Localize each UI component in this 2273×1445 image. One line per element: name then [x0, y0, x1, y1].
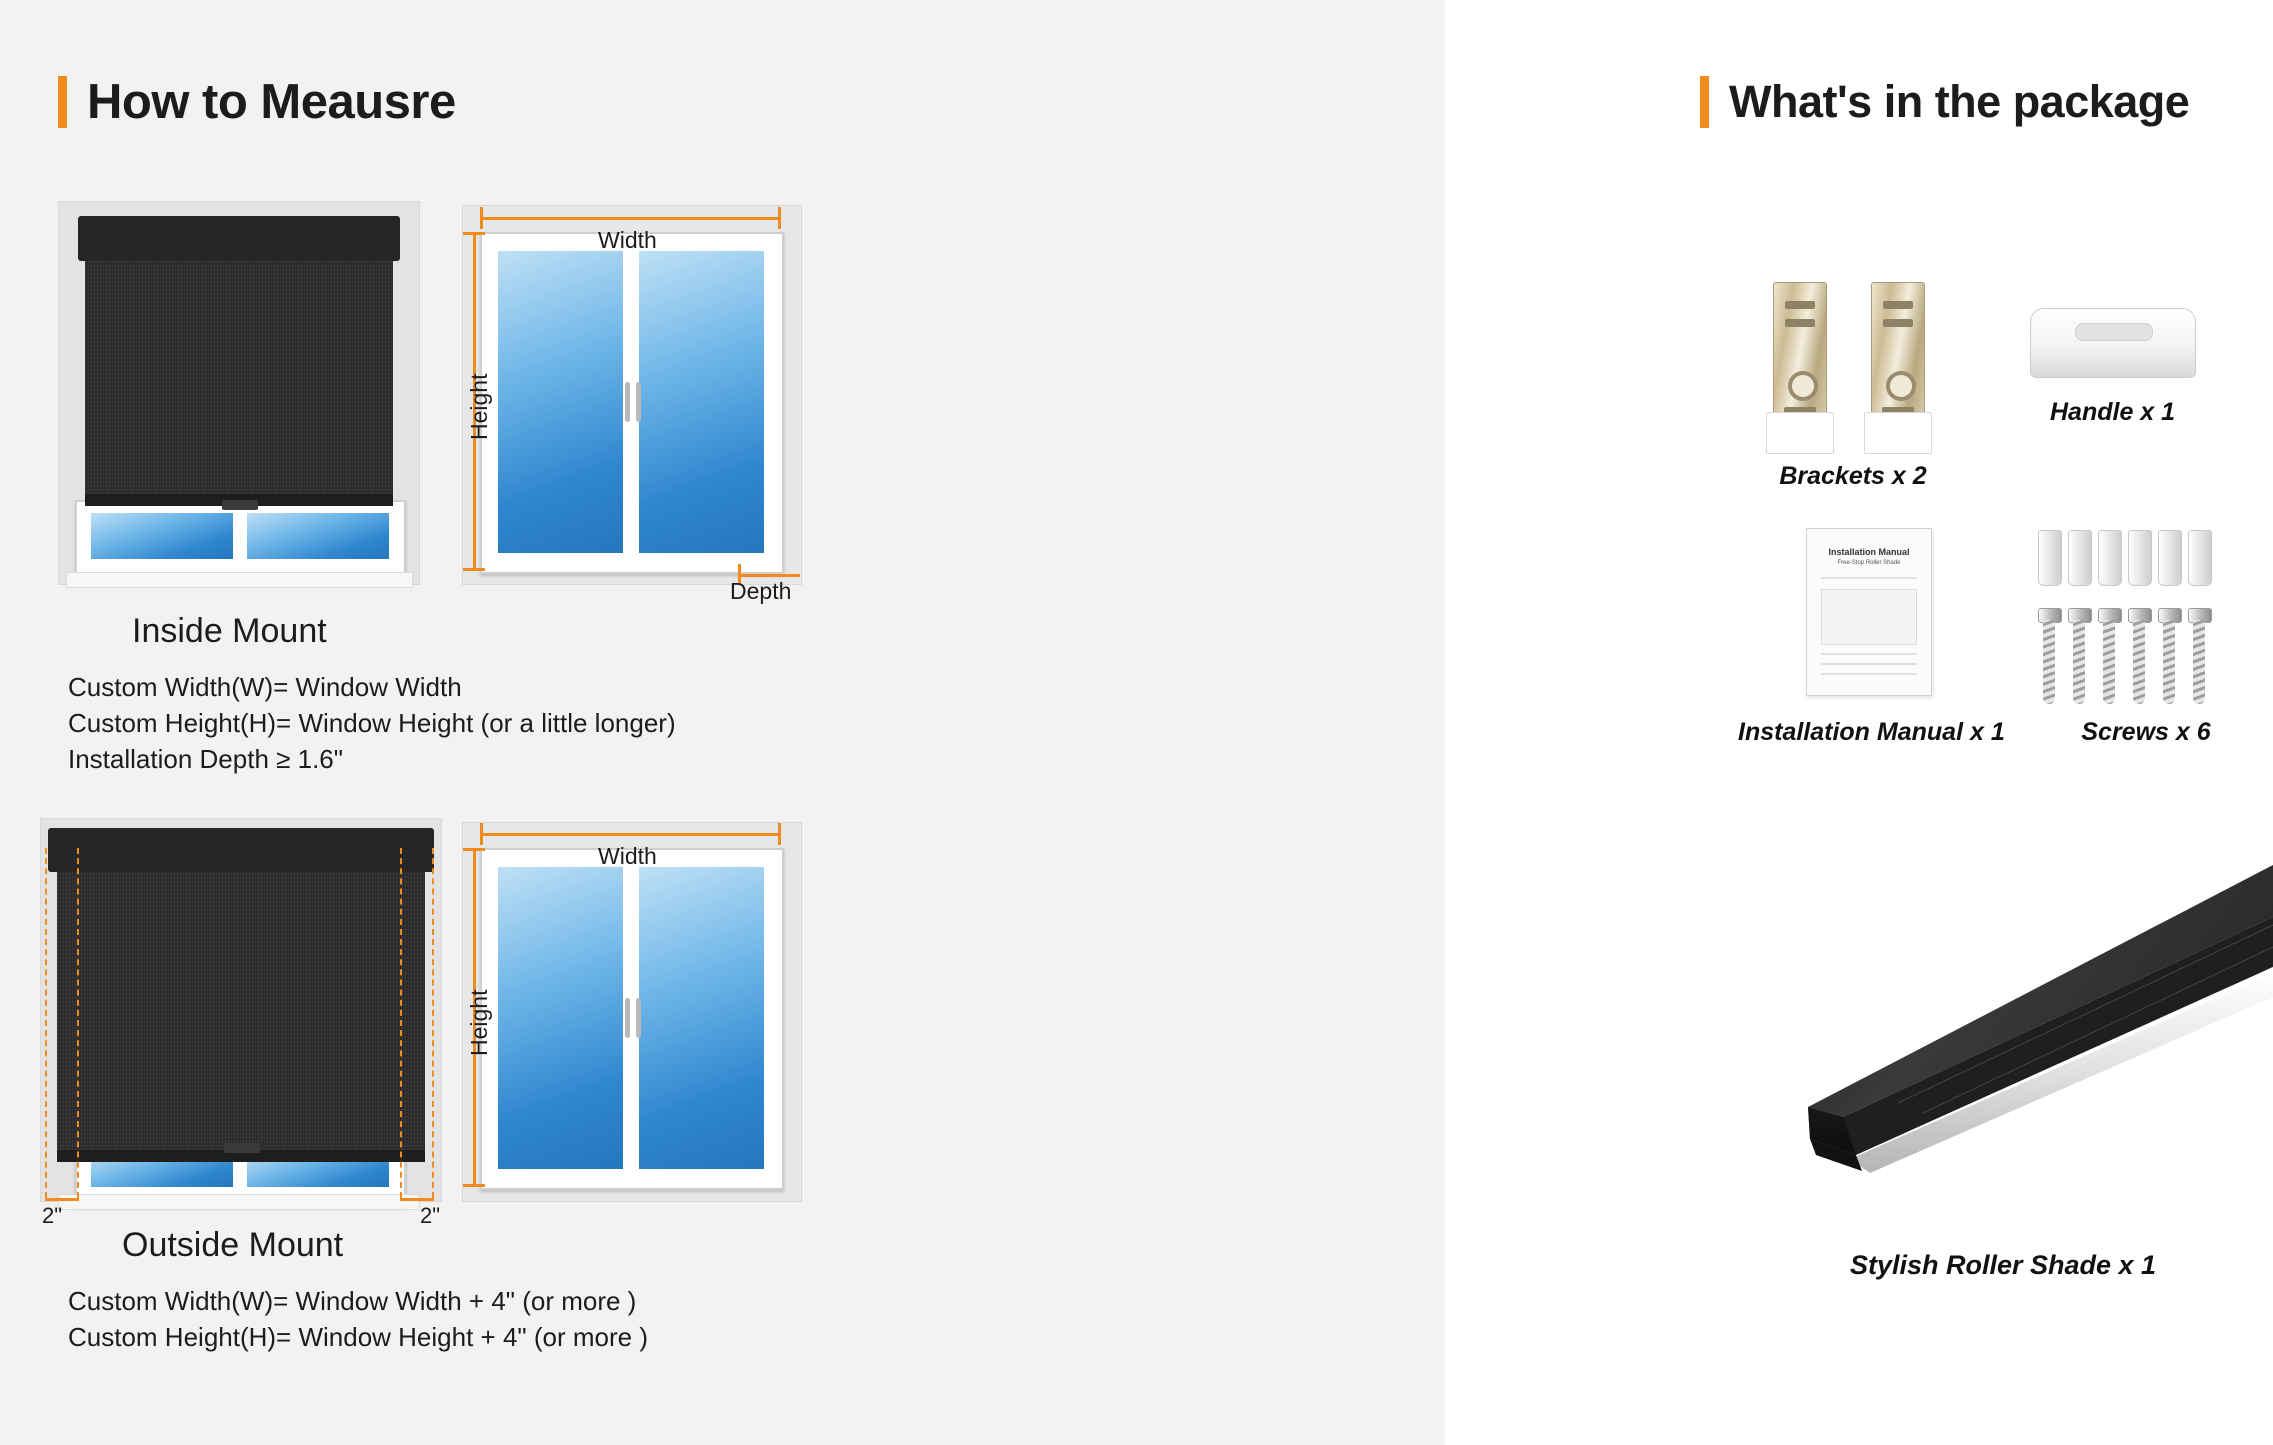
manual-rule-3 — [1821, 663, 1917, 665]
bracket-screw-hole — [1788, 371, 1818, 401]
window-handle-left — [625, 382, 630, 422]
depth-arrow-line — [738, 574, 800, 577]
screw-2 — [2071, 608, 2087, 704]
screw-shaft-4 — [2133, 620, 2145, 704]
shade-handle — [222, 500, 258, 510]
outside-mount-line-2: Custom Height(H)= Window Height + 4" (or more ) — [68, 1322, 648, 1352]
height-tick-bottom — [463, 568, 485, 571]
screws-label: Screws x 6 — [2081, 718, 2211, 746]
wall-anchor-4 — [2128, 530, 2152, 586]
bracket-slot-a — [1785, 301, 1815, 309]
wall-anchor-5 — [2158, 530, 2182, 586]
how-to-measure-panel — [0, 0, 828, 1445]
bracket-right-base — [1864, 412, 1932, 454]
measure-glass-left — [497, 250, 624, 554]
glass-pane-left — [90, 512, 234, 560]
bracket-slot-b2 — [1883, 319, 1913, 327]
window-sill — [66, 572, 413, 588]
wall-anchor-2 — [2068, 530, 2092, 586]
handle-grip-cut — [2075, 323, 2153, 341]
package-contents-panel — [828, 0, 2211, 1445]
manual-label: Installation Manual x 1 — [1738, 718, 2005, 746]
bracket-left-base — [1766, 412, 1834, 454]
wall-anchor-3 — [2098, 530, 2122, 586]
screw-4 — [2131, 608, 2147, 704]
glass-pane-right — [246, 512, 390, 560]
handle-label: Handle x 1 — [2050, 398, 2176, 426]
offset-dash-right-outer — [432, 848, 434, 1198]
handle-part — [2030, 308, 2196, 378]
depth-label: Depth — [730, 578, 792, 604]
outside-window-handle-left — [625, 998, 630, 1038]
outside-window-handle-right — [636, 998, 641, 1038]
manual-rule-4 — [1821, 673, 1917, 675]
package-heading — [1700, 76, 2189, 128]
manual-rule-2 — [1821, 653, 1917, 655]
screw-shaft-2 — [2073, 620, 2085, 704]
offset-arrow-left — [45, 1198, 79, 1201]
wall-anchor-1 — [2038, 530, 2062, 586]
bracket-screw-hole-2 — [1886, 371, 1916, 401]
width-tick-right — [778, 207, 781, 229]
outside-mount-title: Outside Mount — [122, 1226, 344, 1264]
installation-manual — [1806, 528, 1932, 696]
shade-headrail — [78, 216, 400, 261]
roller-shade-label: Stylish Roller Shade x 1 — [1849, 1250, 2157, 1280]
width-label: Width — [598, 227, 657, 253]
outside-height-label: Height — [466, 989, 492, 1056]
outside-shade-headrail — [48, 828, 434, 872]
window-handle-right — [636, 382, 641, 422]
offset-dash-left-inner — [77, 848, 79, 1198]
offset-dash-left-outer — [45, 848, 47, 1198]
outside-width-label: Width — [598, 843, 657, 869]
width-tick-left — [480, 207, 483, 229]
heading-text: How to Meausre — [87, 75, 456, 129]
manual-rule-1 — [1821, 577, 1917, 579]
screw-5 — [2161, 608, 2177, 704]
roller-shade-product — [1738, 855, 2273, 1195]
outside-window-sill — [58, 1194, 420, 1210]
screw-shaft-6 — [2193, 620, 2205, 704]
height-tick-top — [463, 232, 485, 235]
outside-measure-glass-right — [638, 866, 765, 1170]
outside-shade-fabric — [57, 872, 425, 1150]
outside-measure-glass-left — [497, 866, 624, 1170]
screw-shaft-5 — [2163, 620, 2175, 704]
screw-shaft-3 — [2103, 620, 2115, 704]
shade-fabric — [85, 261, 393, 494]
inside-mount-title: Inside Mount — [132, 612, 327, 650]
inside-mount-line-3: Installation Depth ≥ 1.6" — [68, 744, 343, 774]
manual-diagram-box — [1821, 589, 1917, 645]
measure-glass-right — [638, 250, 765, 554]
package-heading-text: What's in the package — [1729, 76, 2190, 127]
offset-label-right: 2" — [420, 1203, 441, 1228]
outside-width-tick-right — [778, 823, 781, 845]
manual-subtitle: Free-Stop Roller Shade — [1837, 560, 1901, 566]
screw-1 — [2041, 608, 2057, 704]
manual-title: Installation Manual — [1828, 547, 1910, 557]
brackets-label: Brackets x 2 — [1779, 462, 1927, 490]
screw-3 — [2101, 608, 2117, 704]
offset-dash-right-inner — [400, 848, 402, 1198]
wall-anchor-6 — [2188, 530, 2212, 586]
height-label: Height — [466, 373, 492, 440]
heading-accent-bar — [58, 76, 67, 128]
package-heading-accent-bar — [1700, 76, 1709, 128]
inside-mount-line-2: Custom Height(H)= Window Height (or a little longer) — [68, 708, 676, 738]
screw-6 — [2191, 608, 2207, 704]
how-to-measure-heading — [58, 74, 456, 130]
outside-height-tick-bottom — [463, 1184, 485, 1187]
bracket-slot-b — [1785, 319, 1815, 327]
outside-width-arrow-line — [480, 833, 780, 836]
outside-mount-line-1: Custom Width(W)= Window Width + 4" (or more ) — [68, 1286, 637, 1316]
screw-shaft-1 — [2043, 620, 2055, 704]
bracket-slot-a2 — [1883, 301, 1913, 309]
offset-arrow-right — [400, 1198, 434, 1201]
inside-mount-line-1: Custom Width(W)= Window Width — [68, 672, 462, 702]
width-arrow-line — [480, 217, 780, 220]
outside-shade-handle — [224, 1143, 260, 1153]
outside-height-tick-top — [463, 848, 485, 851]
offset-label-left: 2" — [42, 1203, 63, 1228]
outside-width-tick-left — [480, 823, 483, 845]
